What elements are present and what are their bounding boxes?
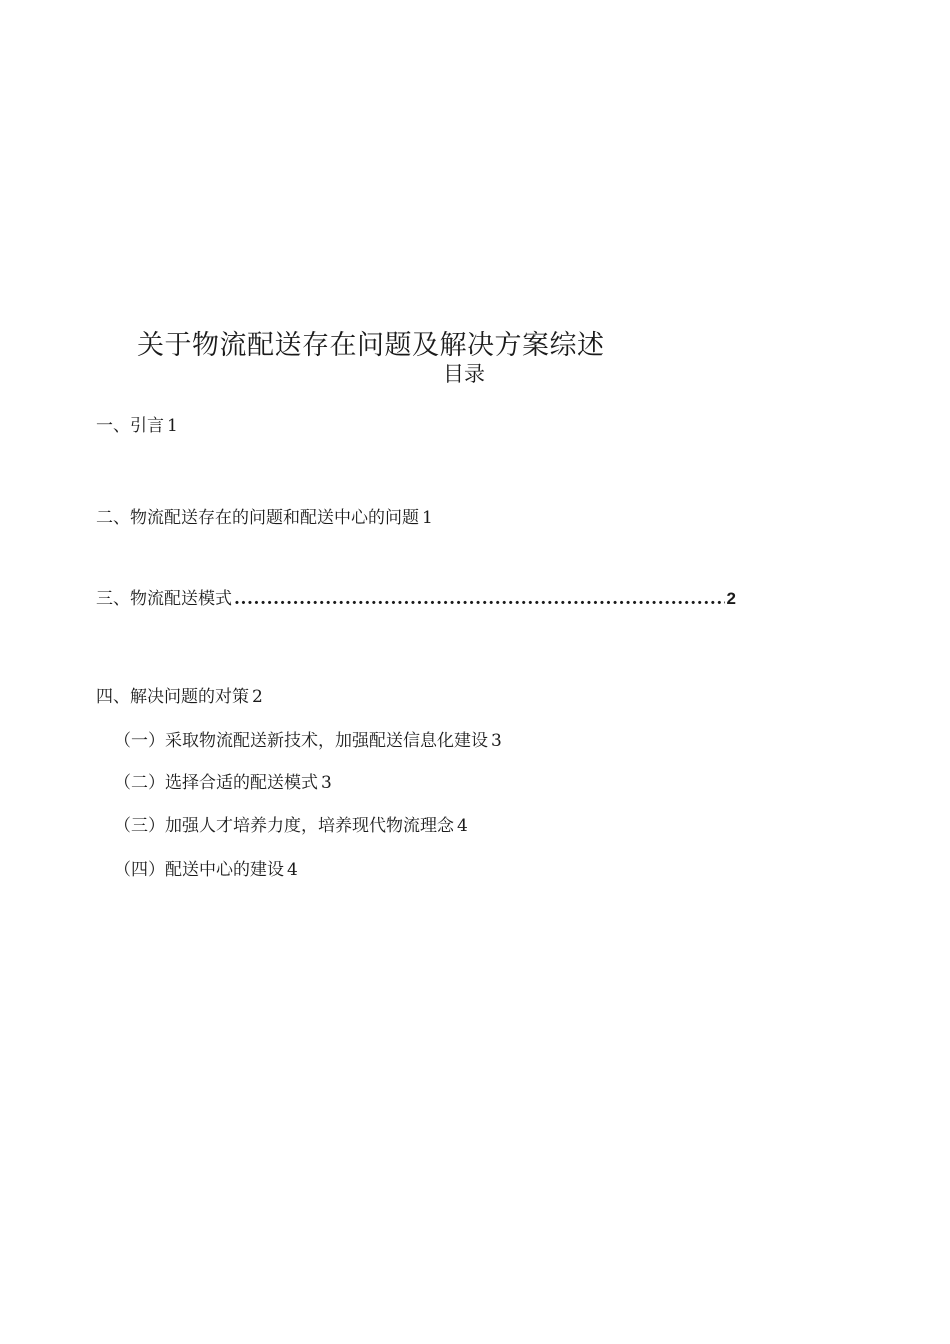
toc-entry-label: （二）选择合适的配送模式: [114, 773, 318, 793]
toc-entry-label: 一、引言: [96, 416, 164, 436]
toc-subentry-distribution-center[interactable]: [114, 859, 298, 881]
toc-entry-delivery-modes[interactable]: [96, 588, 736, 610]
toc-entry-label: （三）加强人才培养力度，培养现代物流理念: [114, 816, 454, 836]
toc-entry-label: （四）配送中心的建设: [114, 860, 284, 880]
toc-entry-solutions[interactable]: [96, 686, 263, 708]
toc-entry-introduction[interactable]: [96, 415, 178, 437]
toc-entry-page: 3: [491, 731, 502, 751]
toc-subentry-new-technology[interactable]: [114, 730, 502, 752]
toc-entry-label: 三、物流配送模式: [96, 589, 232, 609]
toc-entry-page: 4: [457, 816, 468, 836]
toc-entry-page: 3: [321, 773, 332, 793]
toc-heading: 目录: [443, 362, 485, 386]
toc-entry-page: 2: [726, 589, 736, 608]
toc-subentry-talent-training[interactable]: [114, 815, 468, 837]
toc-entry-label: 四、解决问题的对策: [96, 687, 249, 707]
document-title: 关于物流配送存在问题及解决方案综述: [137, 330, 605, 361]
toc-entry-page: 1: [167, 416, 178, 436]
toc-entry-page: 2: [252, 687, 263, 707]
toc-entry-page: 1: [422, 508, 433, 528]
toc-subentry-choose-mode[interactable]: [114, 772, 332, 794]
toc-entry-problems[interactable]: [96, 507, 433, 529]
toc-dot-leader: [234, 588, 725, 610]
toc-entry-label: （一）采取物流配送新技术，加强配送信息化建设: [114, 731, 488, 751]
toc-entry-label: 二、物流配送存在的问题和配送中心的问题: [96, 508, 419, 528]
toc-entry-page: 4: [287, 860, 298, 880]
